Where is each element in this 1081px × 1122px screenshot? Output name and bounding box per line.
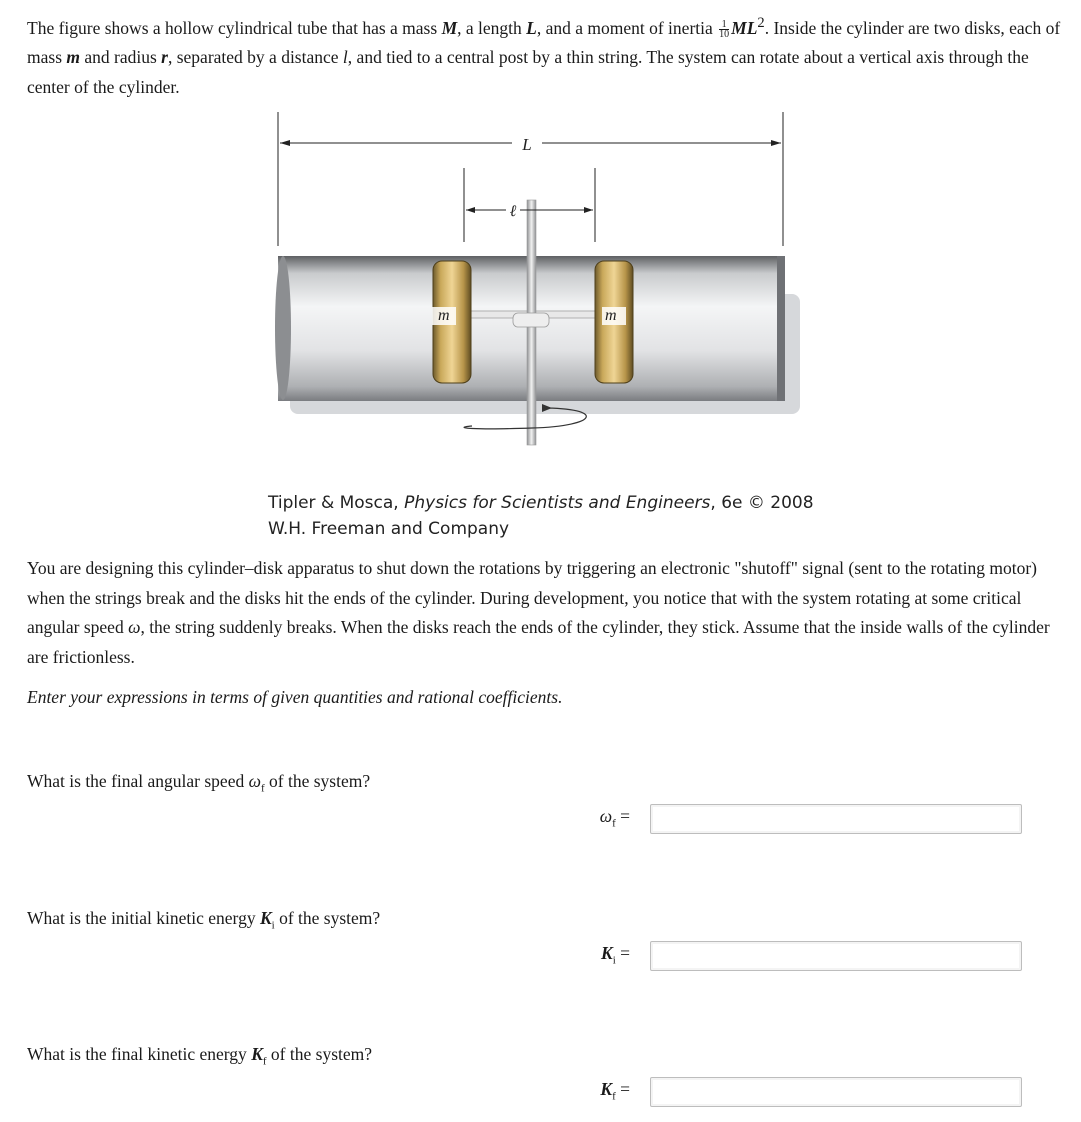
dim-l-label: ℓ xyxy=(509,203,517,220)
question-initial-kinetic-energy: What is the initial kinetic energy $K_i$ of the system? xyxy=(27,908,381,932)
problem-intro: The figure shows a hollow cylindrical tube that has a mass M, a length L, and a moment of inertia $\frac{1}{10}$ $ML^2$. Inside the cylinder are two disks, each of mass m and radius r, separated by a distance l, and tied to a central post by a thin string. The system can rotate about a vertical axis through the center of the cylinder. xyxy=(27,15,1061,97)
tube-left-end xyxy=(275,256,291,400)
scenario-paragraph: You are designing this cylinder–disk apparatus to shut down the rotations by triggering an electronic "shutoff" signal (sent to the rotating motor) when the strings break and the disks hit the ends of the cylinder. During development, you notice that with the system rotating at some critical angular speed ω, the string suddenly breaks. When the disks reach the ends of the cylinder, they stick. Assume that the inside walls of the cylinder are frictionless. xyxy=(27,558,1050,667)
tube-right-end xyxy=(777,256,785,401)
question-final-angular-speed: What is the final angular speed $\omega_f$ of the system? xyxy=(27,771,371,795)
mass-label-right: m xyxy=(605,307,617,324)
fraction-one-tenth: $\frac{1}{10}$ xyxy=(719,19,730,41)
dim-l-arrow-left xyxy=(466,207,475,213)
dim-l-arrow-right xyxy=(584,207,593,213)
answer-input-omega-f[interactable] xyxy=(650,804,1022,834)
answer-label-omega-f: $\omega_f$ = xyxy=(599,806,630,830)
figure-credit: Tipler & Mosca, Physics for Scientists and Engineers, 6e © 2008 W.H. Freeman and Company xyxy=(268,493,814,539)
post-clamp xyxy=(513,313,549,327)
dim-L-label: L xyxy=(522,135,532,154)
answer-input-k-f[interactable] xyxy=(650,1077,1022,1107)
question-final-kinetic-energy: What is the final kinetic energy $K_f$ of the system? xyxy=(27,1044,373,1068)
answer-label-k-i: $K_i$ = xyxy=(601,943,630,967)
instruction-text: Enter your expressions in terms of given quantities and rational coefficients. xyxy=(27,687,563,707)
answer-label-k-f: $K_f$ = xyxy=(600,1079,630,1103)
mass-label-left: m xyxy=(438,307,450,324)
dim-L-arrow-left xyxy=(280,140,290,146)
cylinder-disk-figure xyxy=(250,108,830,478)
dim-L-arrow-right xyxy=(771,140,781,146)
answer-input-k-i[interactable] xyxy=(650,941,1022,971)
